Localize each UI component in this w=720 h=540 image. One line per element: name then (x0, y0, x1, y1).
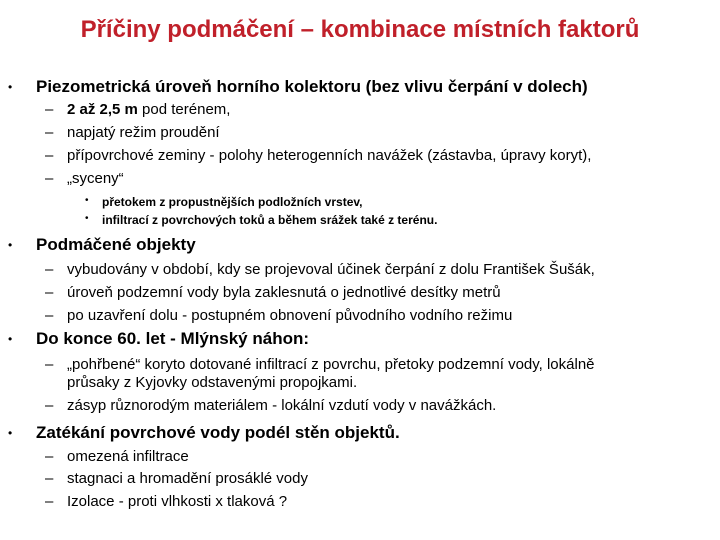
list-item: – vybudovány v období, kdy se projevoval účinek čerpání z dolu František Šušák, (45, 261, 595, 278)
bullet: • (85, 213, 89, 224)
bullet: • (8, 426, 13, 440)
dash: – (45, 170, 54, 187)
list-item: – po uzavření dolu - postupném obnovení původního vodního režimu (45, 307, 513, 324)
section-heading-1: • Piezometrická úroveň horního kolektoru (bez vlivu čerpání v dolech) (8, 77, 588, 96)
list-item: – zásyp různorodým materiálem - lokální vzdutí vody v navážkách. (45, 397, 497, 414)
slide-title: Příčiny podmáčení – kombinace místních faktorů (80, 16, 640, 43)
list-item: – napjatý režim proudění (45, 124, 220, 141)
sub-list-item: • infiltrací z povrchových toků a během srážek také z terénu. (85, 213, 438, 227)
bullet: • (8, 80, 13, 94)
section-heading-3: • Do konce 60. let - Mlýnský náhon: (8, 329, 310, 348)
section-heading-2: • Podmáčené objekty (8, 235, 196, 254)
bullet: • (85, 195, 89, 206)
dash: – (45, 261, 54, 278)
dash: – (45, 147, 54, 164)
list-item: – Izolace - proti vlhkosti x tlaková ? (45, 493, 288, 510)
bold-depth: 2 až 2,5 m (67, 101, 138, 118)
dash: – (45, 284, 54, 301)
dash: – (45, 493, 54, 510)
list-item: – přípovrchové zeminy - polohy heterogenních navážek (zástavba, úpravy koryt), (45, 147, 592, 164)
section-heading-4: • Zatékání povrchové vody podél stěn objektů. (8, 423, 400, 442)
list-item: – „syceny“ (45, 170, 124, 187)
list-item: – stagnaci a hromadění prosáklé vody (45, 470, 308, 487)
dash: – (45, 356, 54, 373)
dash: – (45, 101, 54, 118)
dash: – (45, 397, 54, 414)
dash: – (45, 307, 54, 324)
bullet: • (8, 332, 13, 346)
dash: – (45, 448, 54, 465)
bullet: • (8, 238, 13, 252)
list-item: – „pohřbené“ koryto dotované infiltrací z povrchu, přetoky podzemní vody, lokálně průsaky z Kyjovky odstavenými propojkami. (45, 356, 595, 391)
sub-list-item: • přetokem z propustnějších podložních vrstev, (85, 195, 363, 209)
dash: – (45, 470, 54, 487)
list-item: – úroveň podzemní vody byla zaklesnutá o jednotlivé desítky metrů (45, 284, 501, 301)
dash: – (45, 124, 54, 141)
list-item: – omezená infiltrace (45, 448, 189, 465)
list-item: – 2 až 2,5 m pod terénem, (45, 101, 231, 118)
